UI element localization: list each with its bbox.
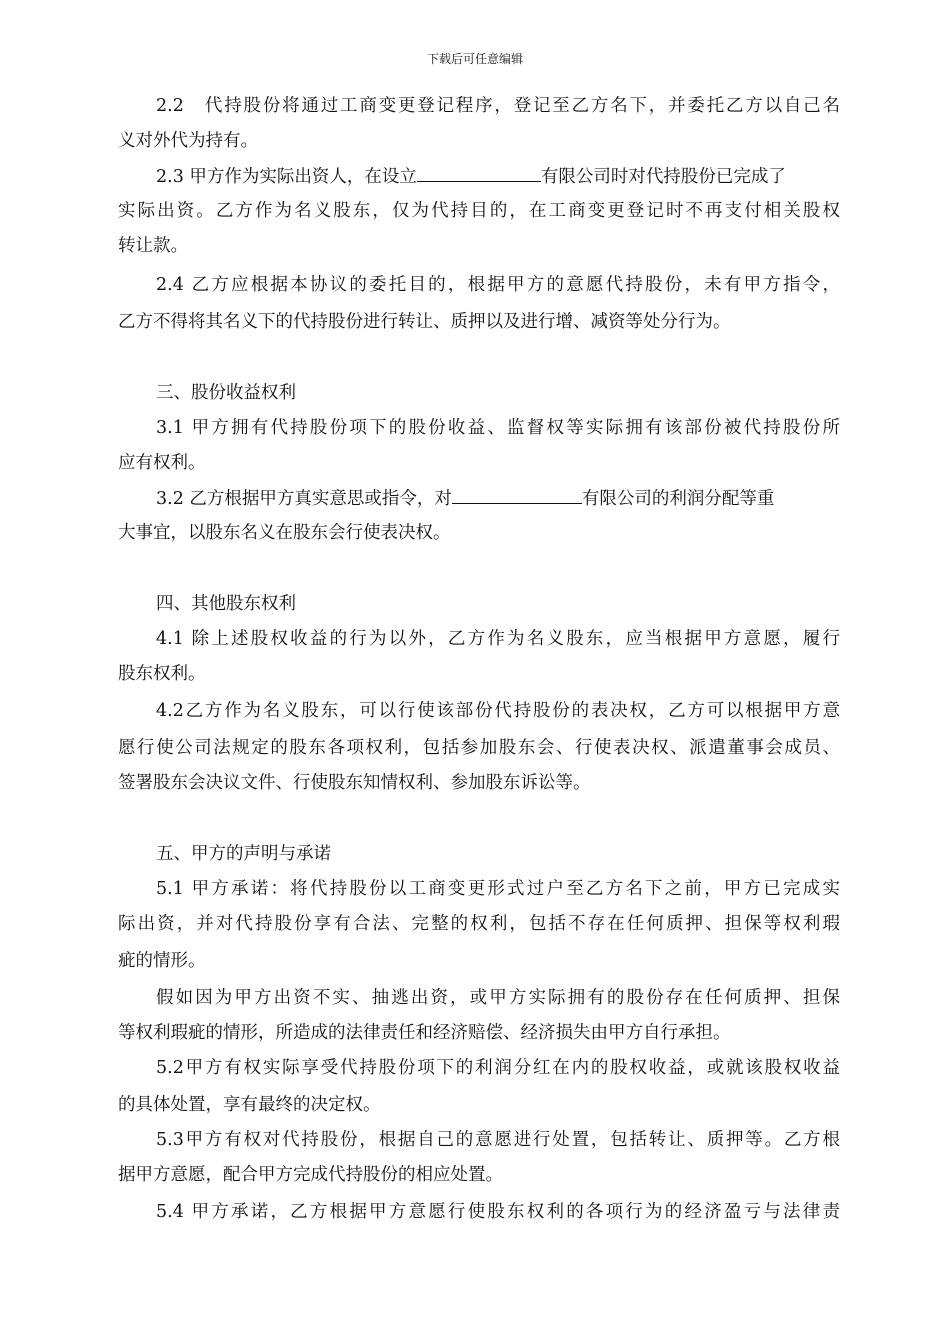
- text-line: 签署股东会决议文件、行使股东知情权利、参加股东诉讼等。: [118, 773, 591, 793]
- text-line: 际出资，并对代持股份享有合法、完整的权利，包括不存在任何质押、担保等权利瑕: [118, 914, 840, 934]
- text-line: 愿行使公司法规定的股东各项权利，包括参加股东会、行使表决权、派遣董事会成员、: [118, 738, 840, 758]
- text-line: 3.1 甲方拥有代持股份项下的股份收益、监督权等实际拥有该部份被代持股份所: [156, 418, 840, 438]
- text-segment: 有限公司的利润分配等重: [581, 489, 775, 509]
- company-name-blank: [452, 486, 582, 504]
- text-line: 2.4 乙方应根据本协议的委托目的，根据甲方的意愿代持股份，未有甲方指令，: [156, 275, 840, 295]
- text-segment: 2.3 甲方作为实际出资人，在设立: [156, 167, 417, 187]
- text-line: 5.3甲方有权对代持股份，根据自己的意愿进行处置，包括转让、质押等。乙方根: [156, 1130, 840, 1150]
- text-line: 乙方不得将其名义下的代持股份进行转让、质押以及进行增、减资等处分行为。: [118, 312, 731, 332]
- text-line: 义对外代为持有。: [118, 131, 258, 151]
- section-heading: 三、股份收益权利: [156, 383, 296, 403]
- text-line: 4.2乙方作为名义股东，可以行使该部份代持股份的表决权，乙方可以根据甲方意: [156, 701, 840, 721]
- section-heading: 五、甲方的声明与承诺: [156, 844, 331, 864]
- company-name-blank: [417, 164, 541, 182]
- text-line: 股东权利。: [118, 664, 206, 684]
- text-line: 4.1 除上述股权收益的行为以外，乙方作为名义股东，应当根据甲方意愿，履行: [156, 629, 840, 649]
- text-line-with-blank: [156, 164, 886, 189]
- section-heading: 四、其他股东权利: [156, 594, 296, 614]
- text-line: 5.2甲方有权实际享受代持股份项下的利润分红在内的股权收益，或就该股权收益: [156, 1058, 840, 1078]
- text-line-with-blank: [156, 486, 886, 511]
- text-line: 大事宜，以股东名义在股东会行使表决权。: [118, 523, 451, 543]
- text-line: 应有权利。: [118, 453, 206, 473]
- text-line: 5.1 甲方承诺：将代持股份以工商变更形式过户至乙方名下之前，甲方已完成实: [156, 879, 840, 899]
- text-line: 转让款。: [118, 236, 188, 256]
- text-line: 5.4 甲方承诺，乙方根据甲方意愿行使股东权利的各项行为的经济盈亏与法律责: [156, 1202, 840, 1222]
- page-header: 下载后可任意编辑: [426, 52, 523, 66]
- text-line: 的具体处置，享有最终的决定权。: [118, 1095, 381, 1115]
- text-line: 实际出资。乙方作为名义股东，仅为代持目的，在工商变更登记时不再支付相关股权: [118, 201, 840, 221]
- text-segment: 有限公司时对代持股份已完成了: [540, 167, 786, 187]
- text-line: 2.2 代持股份将通过工商变更登记程序，登记至乙方名下，并委托乙方以自己名: [156, 96, 840, 116]
- text-segment: 3.2 乙方根据甲方真实意思或指令，对: [156, 489, 452, 509]
- text-line: 据甲方意愿，配合甲方完成代持股份的相应处置。: [118, 1165, 503, 1185]
- text-line: 等权利瑕疵的情形，所造成的法律责任和经济赔偿、经济损失由甲方自行承担。: [118, 1023, 731, 1043]
- text-line: 疵的情形。: [118, 951, 206, 971]
- text-line: 假如因为甲方出资不实、抽逃出资，或甲方实际拥有的股份存在任何质押、担保: [156, 988, 840, 1008]
